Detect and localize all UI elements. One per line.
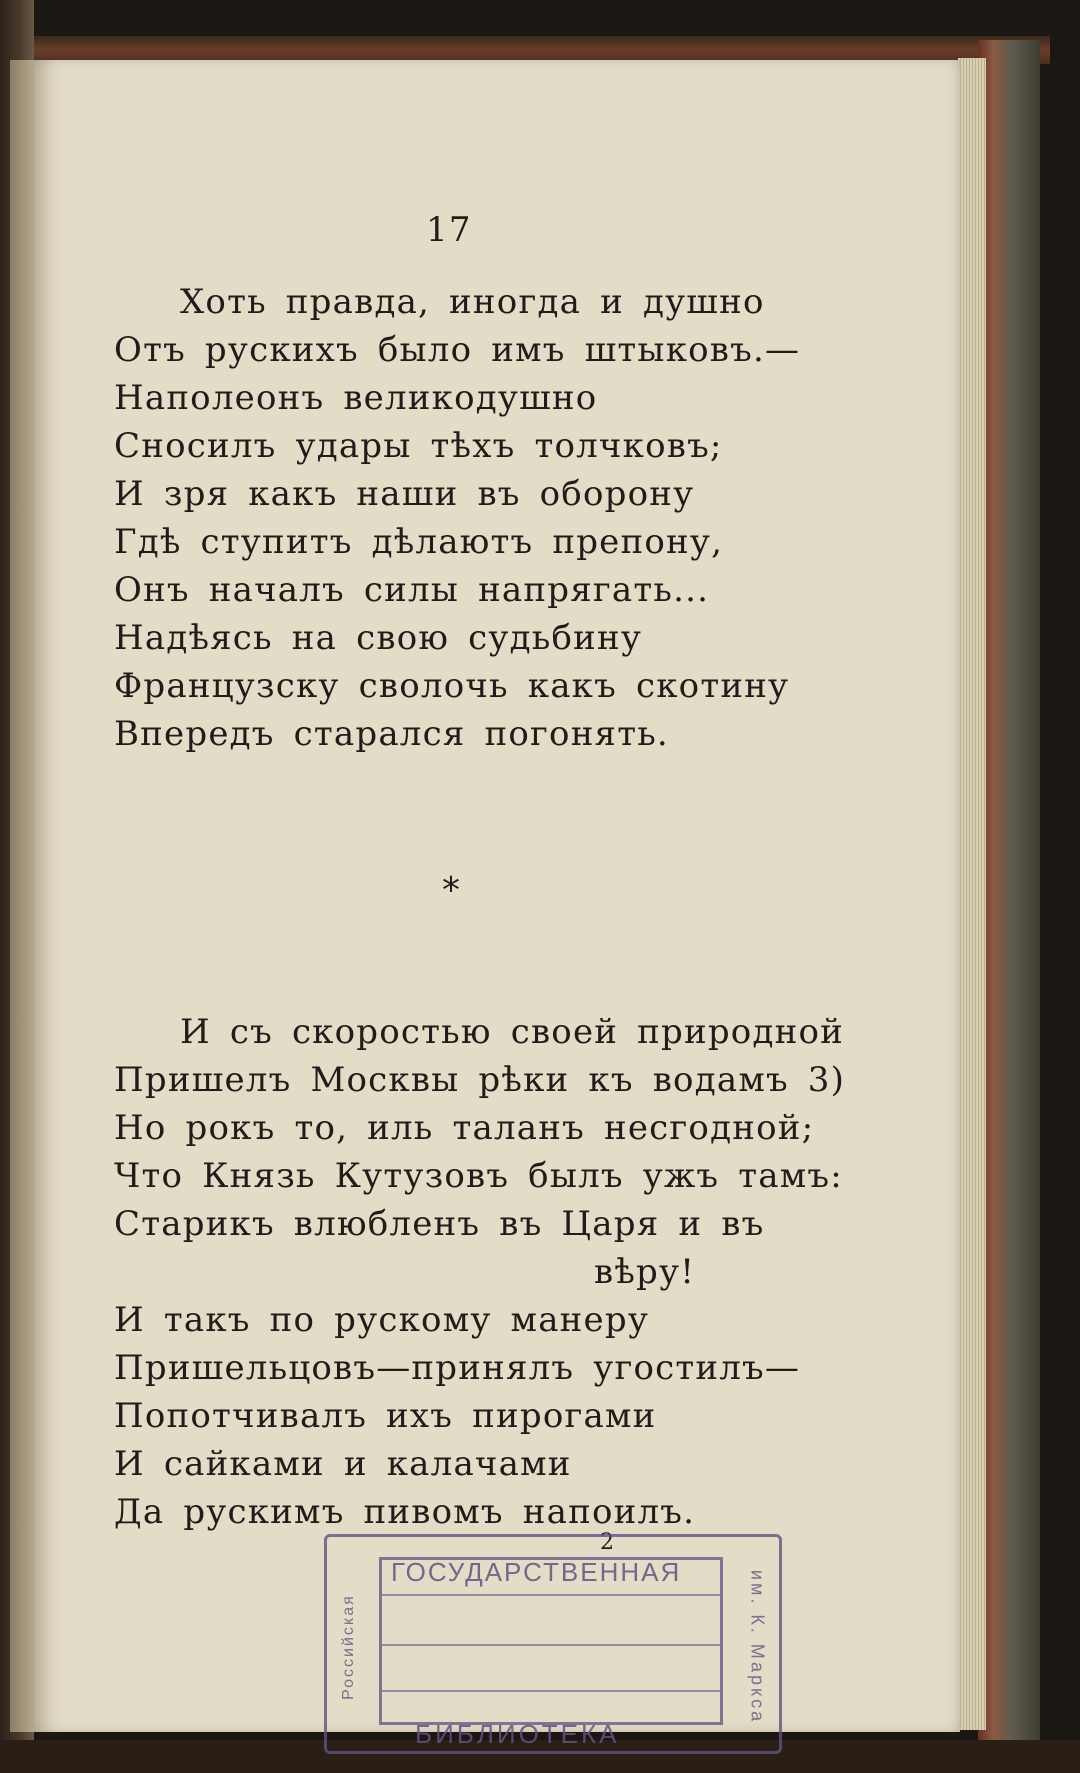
stanza-1 — [114, 278, 800, 758]
verse-line-continuation: вѣру! — [594, 1252, 696, 1292]
stanza-2 — [114, 1008, 845, 1536]
page-edges — [958, 58, 986, 1730]
signature-mark: 2 — [600, 1530, 614, 1555]
verse-line: Попотчивалъ ихъ пирогами — [114, 1396, 657, 1436]
verse-line: Но рокъ то, иль таланъ несгодной; — [114, 1108, 815, 1148]
stamp-right-text: им. К. Маркса — [747, 1569, 768, 1725]
asterisk-ornament: * — [442, 870, 460, 911]
verse-line: Наполеонъ великодушно — [114, 378, 598, 418]
book-page — [34, 60, 960, 1749]
verse-line: Старикъ влюбленъ въ Царя и въ — [114, 1204, 765, 1244]
book-gutter — [10, 60, 36, 1732]
verse-line: Пришелъ Москвы рѣки къ водамъ 3) — [114, 1060, 846, 1100]
verse-line: Пришельцовъ—принялъ угостилъ— — [114, 1348, 801, 1388]
stamp-left-text: Российская — [340, 1594, 357, 1700]
verse-line: Да рускимъ пивомъ напоилъ. — [114, 1492, 696, 1532]
stamp-top-text: ГОСУДАРСТВЕННАЯ — [391, 1557, 682, 1587]
verse-line: И зря какъ наши въ оборону — [114, 474, 695, 514]
stamp-rule — [382, 1644, 720, 1646]
verse-line: Французску сволочь какъ скотину — [114, 666, 790, 706]
verse-line: Отъ рускихъ было имъ штыковъ.— — [114, 330, 801, 370]
stamp-rule — [382, 1690, 720, 1692]
verse-line: И такъ по рускому манеру — [114, 1300, 650, 1340]
verse-line: Впередъ старался погонять. — [114, 714, 669, 754]
verse-line: Онъ началъ силы напрягать... — [114, 570, 710, 610]
library-stamp — [324, 1534, 782, 1754]
stamp-bottom-text: БИБЛИОТЕКА — [415, 1719, 620, 1749]
verse-line: Что Князь Кутузовъ былъ ужъ тамъ: — [114, 1156, 843, 1196]
verse-line: Сносилъ удары тѣхъ толчковъ; — [114, 426, 723, 466]
book-cover-right — [978, 40, 1040, 1740]
verse-line: Гдѣ ступитъ дѣлаютъ препону, — [114, 522, 724, 562]
verse-line: И съ скоростью своей природной — [180, 1012, 844, 1052]
page-number: 17 — [426, 210, 472, 250]
stamp-rule — [382, 1594, 720, 1596]
verse-line: Хоть правда, иногда и душно — [180, 282, 765, 322]
verse-line: Надѣясь на свою судьбину — [114, 618, 643, 658]
verse-line: И сайками и калачами — [114, 1444, 572, 1484]
